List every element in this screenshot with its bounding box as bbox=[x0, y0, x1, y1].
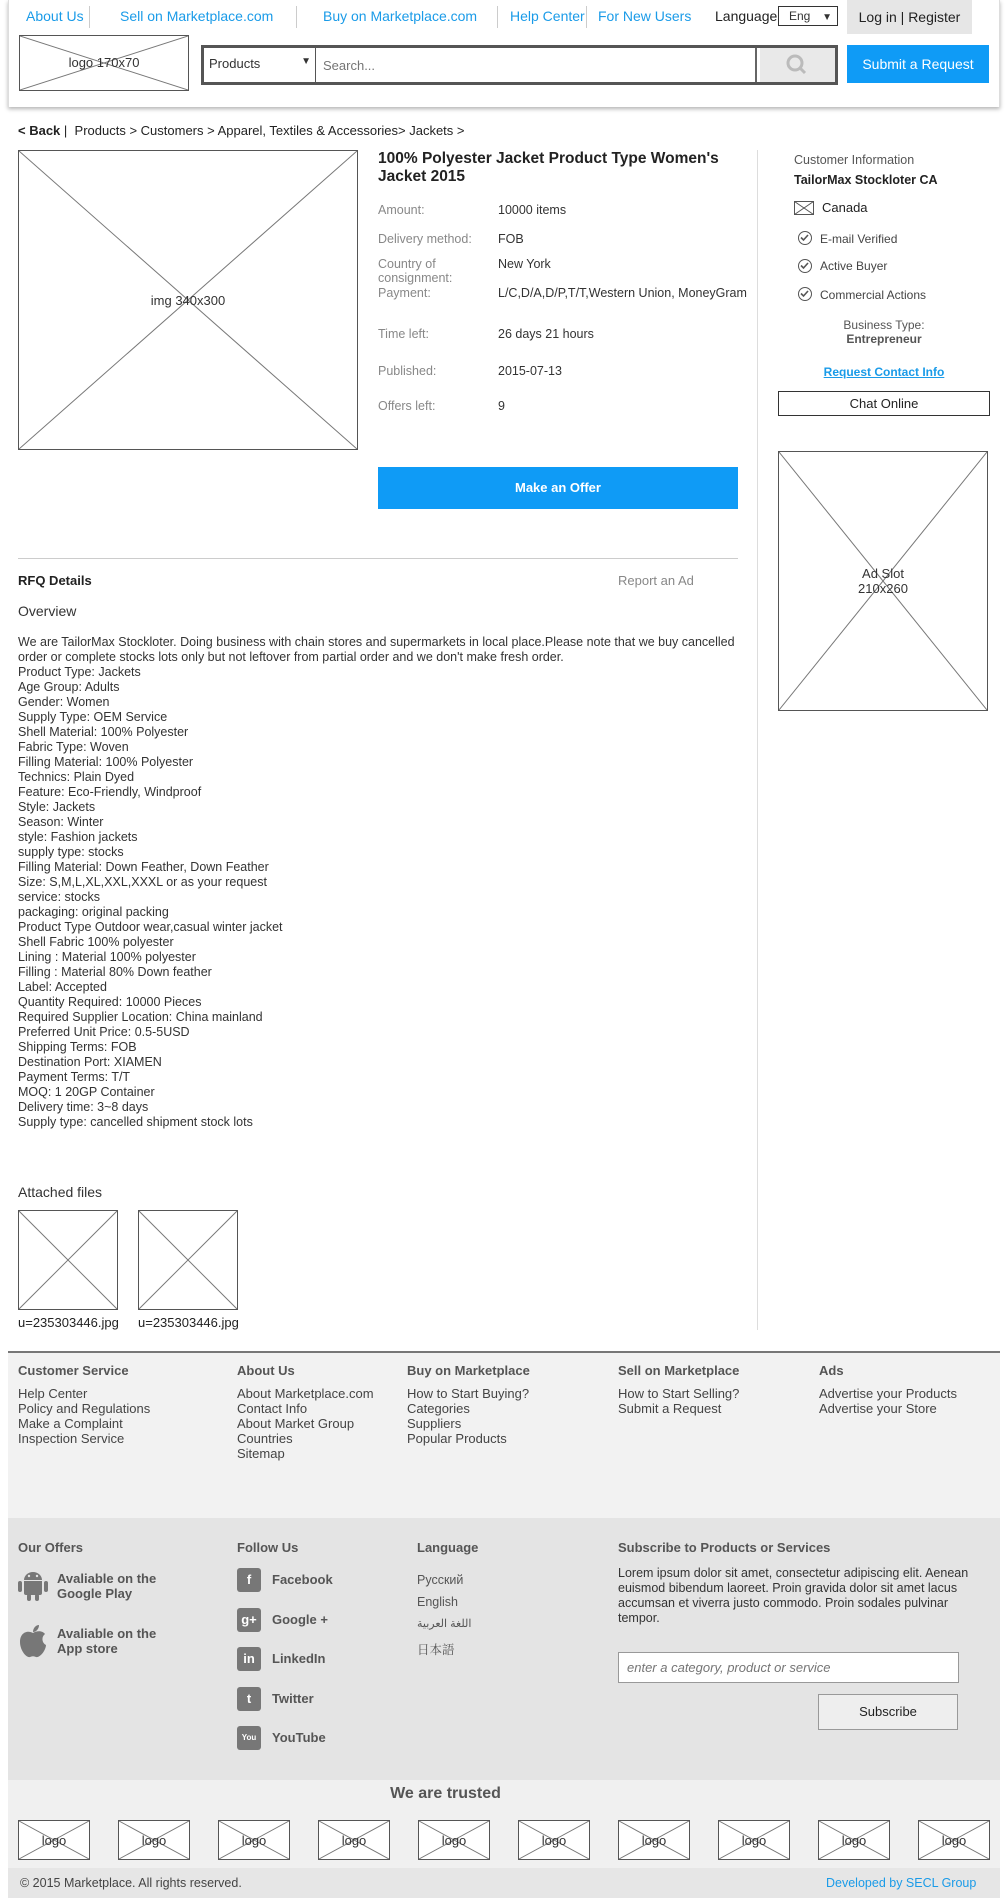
footer-link-list bbox=[18, 1386, 150, 1446]
footer-link[interactable]: About Market Group bbox=[237, 1416, 355, 1431]
back-link[interactable]: < Back bbox=[18, 123, 61, 138]
footer-link[interactable]: Sitemap bbox=[237, 1446, 285, 1461]
footer-column-heading: Buy on Marketplace bbox=[407, 1363, 530, 1378]
divider bbox=[586, 6, 587, 28]
trusted-partner-logo[interactable] bbox=[418, 1820, 490, 1860]
attachment-filename[interactable]: u=235303446.jpg bbox=[18, 1315, 119, 1330]
linkedin-icon[interactable]: in bbox=[237, 1647, 261, 1671]
description-line: style: Fashion jackets bbox=[18, 830, 138, 844]
footer-offers-section bbox=[8, 1518, 1000, 1780]
footer-link[interactable]: How to Start Selling? bbox=[618, 1386, 740, 1401]
product-image[interactable] bbox=[18, 150, 358, 450]
description-line: supply type: stocks bbox=[18, 845, 124, 859]
logo-placeholder-label: logo bbox=[541, 1833, 567, 1848]
footer-link[interactable]: Categories bbox=[407, 1401, 470, 1416]
description-line: Required Supplier Location: China mainland bbox=[18, 1010, 263, 1024]
trusted-partner-logo[interactable] bbox=[118, 1820, 190, 1860]
language-option-english[interactable]: English bbox=[417, 1595, 458, 1609]
offers-left-value: 9 bbox=[498, 399, 505, 413]
description-line: Season: Winter bbox=[18, 815, 104, 829]
description-line: Delivery time: 3~8 days bbox=[18, 1100, 149, 1114]
language-value: Eng bbox=[789, 9, 811, 23]
site-header bbox=[8, 0, 1000, 107]
logo-placeholder-label: logo bbox=[841, 1833, 867, 1848]
logo-placeholder-label: logo bbox=[341, 1833, 367, 1848]
nav-help-center[interactable]: Help Center bbox=[510, 8, 585, 24]
trusted-partner-logo[interactable] bbox=[618, 1820, 690, 1860]
payment-label: Payment: bbox=[378, 286, 431, 300]
footer-link[interactable]: Policy and Regulations bbox=[18, 1401, 151, 1416]
our-offers-heading: Our Offers bbox=[18, 1540, 84, 1555]
section-divider bbox=[18, 558, 738, 559]
logo-placeholder-label: logo bbox=[241, 1833, 267, 1848]
description-line: Product Type Outdoor wear,casual winter jacket bbox=[18, 920, 283, 934]
country-value: New York bbox=[498, 257, 551, 271]
description-line: Shell Material: 100% Polyester bbox=[18, 725, 189, 739]
description-line: Size: S,M,L,XL,XXL,XXXL or as your request bbox=[18, 875, 267, 889]
check-circle-icon bbox=[798, 231, 812, 245]
country-label: Country of consignment: bbox=[378, 257, 453, 285]
divider bbox=[296, 6, 297, 28]
language-label: Language bbox=[715, 8, 778, 24]
language-option-japanese[interactable]: 日本語 bbox=[417, 1643, 455, 1657]
footer-link-list bbox=[407, 1386, 529, 1446]
time-left-label: Time left: bbox=[378, 327, 429, 341]
app-store-line2[interactable]: App store bbox=[57, 1641, 118, 1656]
subscribe-text: Lorem ipsum dolor sit amet, consectetur adipiscing elit. Aenean euismod bibendum laoreet. Proin gravida dolor sit amet lacus accumsan et viverra justo commodo. Proin sodales pulvinar tempor. bbox=[618, 1566, 969, 1625]
trusted-partner-logo[interactable] bbox=[818, 1820, 890, 1860]
twitter-icon[interactable]: t bbox=[237, 1687, 261, 1711]
payment-value: L/C,D/A,D/P,T/T,Western Union, MoneyGram bbox=[498, 286, 747, 300]
trusted-partner-logo[interactable] bbox=[318, 1820, 390, 1860]
category-value: Products bbox=[209, 56, 261, 71]
description-line: Shell Fabric 100% polyester bbox=[18, 935, 174, 949]
customer-country: Canada bbox=[822, 200, 868, 215]
description-line: Payment Terms: T/T bbox=[18, 1070, 131, 1084]
divider bbox=[497, 6, 498, 28]
caret-down-icon: ▼ bbox=[822, 12, 832, 23]
footer-link[interactable]: Popular Products bbox=[407, 1431, 507, 1446]
language-select[interactable] bbox=[778, 6, 838, 26]
overview-heading: Overview bbox=[18, 603, 77, 619]
trusted-partner-logo[interactable] bbox=[218, 1820, 290, 1860]
description-line: Technics: Plain Dyed bbox=[18, 770, 135, 784]
envelope-icon bbox=[794, 201, 814, 215]
amount-value: 10000 items bbox=[498, 203, 567, 217]
description-line: Gender: Women bbox=[18, 695, 110, 709]
badge-active-buyer: Active Buyer bbox=[820, 259, 888, 273]
youtube-icon[interactable]: You bbox=[237, 1726, 261, 1750]
copyright-text: © 2015 Marketplace. All rights reserved. bbox=[20, 1876, 242, 1890]
attachment-filename[interactable]: u=235303446.jpg bbox=[138, 1315, 239, 1330]
footer-link-list bbox=[237, 1386, 374, 1461]
description-line: Quantity Required: 10000 Pieces bbox=[18, 995, 202, 1009]
trusted-partner-logo[interactable] bbox=[918, 1820, 990, 1860]
attached-files-heading: Attached files bbox=[18, 1184, 103, 1200]
description-line: Preferred Unit Price: 0.5-5USD bbox=[18, 1025, 190, 1039]
android-icon bbox=[18, 1568, 48, 1602]
customer-info-heading: Customer Information bbox=[794, 153, 915, 167]
search-button[interactable] bbox=[760, 48, 835, 82]
check-circle-icon bbox=[798, 287, 812, 301]
ad-slot[interactable] bbox=[778, 451, 988, 711]
badge-email-verified: E-mail Verified bbox=[820, 232, 898, 246]
badge-commercial-actions: Commercial Actions bbox=[820, 288, 927, 302]
ad-slot-size: 210x260 bbox=[858, 581, 908, 596]
trusted-partner-logo[interactable] bbox=[718, 1820, 790, 1860]
social-link-label[interactable]: Google + bbox=[272, 1612, 328, 1627]
apple-icon bbox=[18, 1624, 48, 1658]
request-contact-link[interactable]: Request Contact Info bbox=[823, 365, 945, 379]
delivery-method-value: FOB bbox=[498, 232, 524, 246]
developer-link[interactable]: Developed by SECL Group bbox=[826, 1876, 977, 1890]
language-option-russian[interactable]: Русский bbox=[417, 1573, 464, 1587]
caret-down-icon: ▼ bbox=[301, 56, 311, 67]
customer-name: TailorMax Stockloter CA bbox=[794, 173, 938, 187]
chat-online-button[interactable]: Chat Online bbox=[778, 391, 990, 416]
time-left-value: 26 days 21 hours bbox=[498, 327, 594, 341]
breadcrumb-path[interactable]: Products > Customers > Apparel, Textiles & Accessories> Jackets > bbox=[74, 123, 465, 138]
description-line: Filling Material: 100% Polyester bbox=[18, 755, 194, 769]
nav-sell[interactable]: Sell on Marketplace.com bbox=[120, 8, 274, 24]
footer-column-heading: Customer Service bbox=[18, 1363, 129, 1378]
footer-link[interactable]: Countries bbox=[237, 1431, 293, 1446]
image-placeholder-label: img 340x300 bbox=[150, 293, 226, 308]
footer-link[interactable]: Make a Complaint bbox=[18, 1416, 123, 1431]
rfq-description bbox=[18, 635, 738, 1130]
business-type-label: Business Type: bbox=[843, 318, 925, 332]
description-line: Shipping Terms: FOB bbox=[18, 1040, 137, 1054]
subscribe-input[interactable] bbox=[618, 1652, 959, 1683]
nav-buy[interactable]: Buy on Marketplace.com bbox=[323, 8, 478, 24]
description-line: Supply Type: OEM Service bbox=[18, 710, 168, 724]
trusted-partner-logo[interactable] bbox=[518, 1820, 590, 1860]
divider bbox=[89, 6, 90, 28]
facebook-icon[interactable]: f bbox=[237, 1568, 261, 1592]
sidebar-divider bbox=[757, 150, 758, 1330]
footer-link[interactable]: About Marketplace.com bbox=[237, 1386, 374, 1401]
subscribe-button[interactable]: Subscribe bbox=[818, 1694, 958, 1730]
make-offer-button[interactable]: Make an Offer bbox=[378, 467, 738, 509]
logo-placeholder-label: logo bbox=[641, 1833, 667, 1848]
footer-link[interactable]: Suppliers bbox=[407, 1416, 462, 1431]
footer-column-heading: About Us bbox=[237, 1363, 295, 1378]
search-bar bbox=[201, 45, 838, 85]
logo-placeholder-label: logo 170x70 bbox=[68, 55, 140, 70]
breadcrumb-separator: | bbox=[63, 123, 68, 138]
social-link-label[interactable]: Twitter bbox=[272, 1691, 314, 1706]
description-line: Style: Jackets bbox=[18, 800, 96, 814]
app-store-line1[interactable]: Avaliable on the bbox=[57, 1626, 157, 1641]
footer-link[interactable]: Advertise your Store bbox=[819, 1401, 937, 1416]
google-play-line2[interactable]: Google Play bbox=[57, 1586, 133, 1601]
footer-link[interactable]: Inspection Service bbox=[18, 1431, 125, 1446]
description-line: Age Group: Adults bbox=[18, 680, 120, 694]
description-line: We are TailorMax Stockloter. Doing business with chain stores and supermarkets in local place.Please note that we buy cancelled order or complete stocks lots only but not leftover from partial order and we don't make fresh order. bbox=[18, 635, 735, 664]
delivery-method-label: Delivery method: bbox=[378, 232, 472, 246]
description-line: Fabric Type: Woven bbox=[18, 740, 129, 754]
description-line: packaging: original packing bbox=[18, 905, 169, 919]
search-input[interactable] bbox=[317, 48, 757, 82]
footer-link[interactable]: Contact Info bbox=[237, 1401, 308, 1416]
logo-placeholder-label: logo bbox=[941, 1833, 967, 1848]
google-plus-icon[interactable]: g+ bbox=[237, 1608, 261, 1632]
category-select[interactable] bbox=[204, 48, 316, 82]
attachment-thumbnail[interactable] bbox=[138, 1210, 238, 1310]
social-link-label[interactable]: Facebook bbox=[272, 1572, 333, 1587]
submit-request-button[interactable]: Submit a Request bbox=[847, 45, 989, 83]
footer-link-list bbox=[819, 1386, 957, 1416]
footer-link[interactable]: How to Start Buying? bbox=[407, 1386, 530, 1401]
nav-new-users[interactable]: For New Users bbox=[598, 8, 692, 24]
report-ad-link[interactable]: Report an Ad bbox=[618, 573, 694, 588]
search-icon bbox=[760, 48, 835, 82]
footer-link[interactable]: Submit a Request bbox=[618, 1401, 722, 1416]
social-link-label[interactable]: YouTube bbox=[272, 1730, 326, 1745]
check-circle-icon bbox=[798, 259, 812, 273]
language-option-arabic[interactable]: اللغة العربية bbox=[417, 1618, 472, 1630]
amount-label: Amount: bbox=[378, 203, 425, 217]
logo-placeholder-label: logo bbox=[141, 1833, 167, 1848]
business-type-value: Entrepreneur bbox=[846, 332, 922, 346]
breadcrumb bbox=[18, 123, 465, 138]
offers-left-label: Offers left: bbox=[378, 399, 436, 413]
logo-placeholder-label: logo bbox=[441, 1833, 467, 1848]
description-line: Destination Port: XIAMEN bbox=[18, 1055, 162, 1069]
product-title: 100% Polyester Jacket Product Type Women's Jacket 2015 bbox=[378, 150, 719, 185]
trusted-partner-logo[interactable] bbox=[18, 1820, 90, 1860]
footer-link-list bbox=[618, 1386, 739, 1416]
description-line: Supply type: cancelled shipment stock lots bbox=[18, 1115, 253, 1129]
trusted-heading: We are trusted bbox=[390, 1785, 501, 1802]
description-line: Filling : Material 80% Down feather bbox=[18, 965, 212, 979]
google-play-line1[interactable]: Avaliable on the bbox=[57, 1571, 157, 1586]
follow-us-heading: Follow Us bbox=[237, 1540, 299, 1555]
language-heading: Language bbox=[417, 1540, 479, 1555]
nav-about-us[interactable]: About Us bbox=[26, 8, 84, 24]
login-register-link[interactable]: Log in | Register bbox=[847, 0, 972, 34]
description-line: MOQ: 1 20GP Container bbox=[18, 1085, 155, 1099]
description-line: Product Type: Jackets bbox=[18, 665, 141, 679]
footer-link[interactable]: Advertise your Products bbox=[819, 1386, 958, 1401]
footer-link[interactable]: Help Center bbox=[18, 1386, 88, 1401]
logo-placeholder-label: logo bbox=[741, 1833, 767, 1848]
description-line: Feature: Eco-Friendly, Windproof bbox=[18, 785, 202, 799]
attachment-thumbnail[interactable] bbox=[18, 1210, 118, 1310]
published-label: Published: bbox=[378, 364, 437, 378]
footer-column-heading: Ads bbox=[819, 1363, 844, 1378]
social-link-label[interactable]: LinkedIn bbox=[272, 1651, 326, 1666]
footer-column-heading: Sell on Marketplace bbox=[618, 1363, 740, 1378]
description-line: Label: Accepted bbox=[18, 980, 107, 994]
subscribe-heading: Subscribe to Products or Services bbox=[618, 1540, 831, 1555]
ad-slot-label: Ad Slot bbox=[862, 566, 904, 581]
rfq-heading: RFQ Details bbox=[18, 573, 92, 588]
logo-placeholder-label: logo bbox=[41, 1833, 67, 1848]
description-line: Lining : Material 100% polyester bbox=[18, 950, 196, 964]
description-line: Filling Material: Down Feather, Down Feather bbox=[18, 860, 269, 874]
published-value: 2015-07-13 bbox=[498, 364, 562, 378]
description-line: service: stocks bbox=[18, 890, 100, 904]
site-logo[interactable] bbox=[19, 35, 189, 91]
